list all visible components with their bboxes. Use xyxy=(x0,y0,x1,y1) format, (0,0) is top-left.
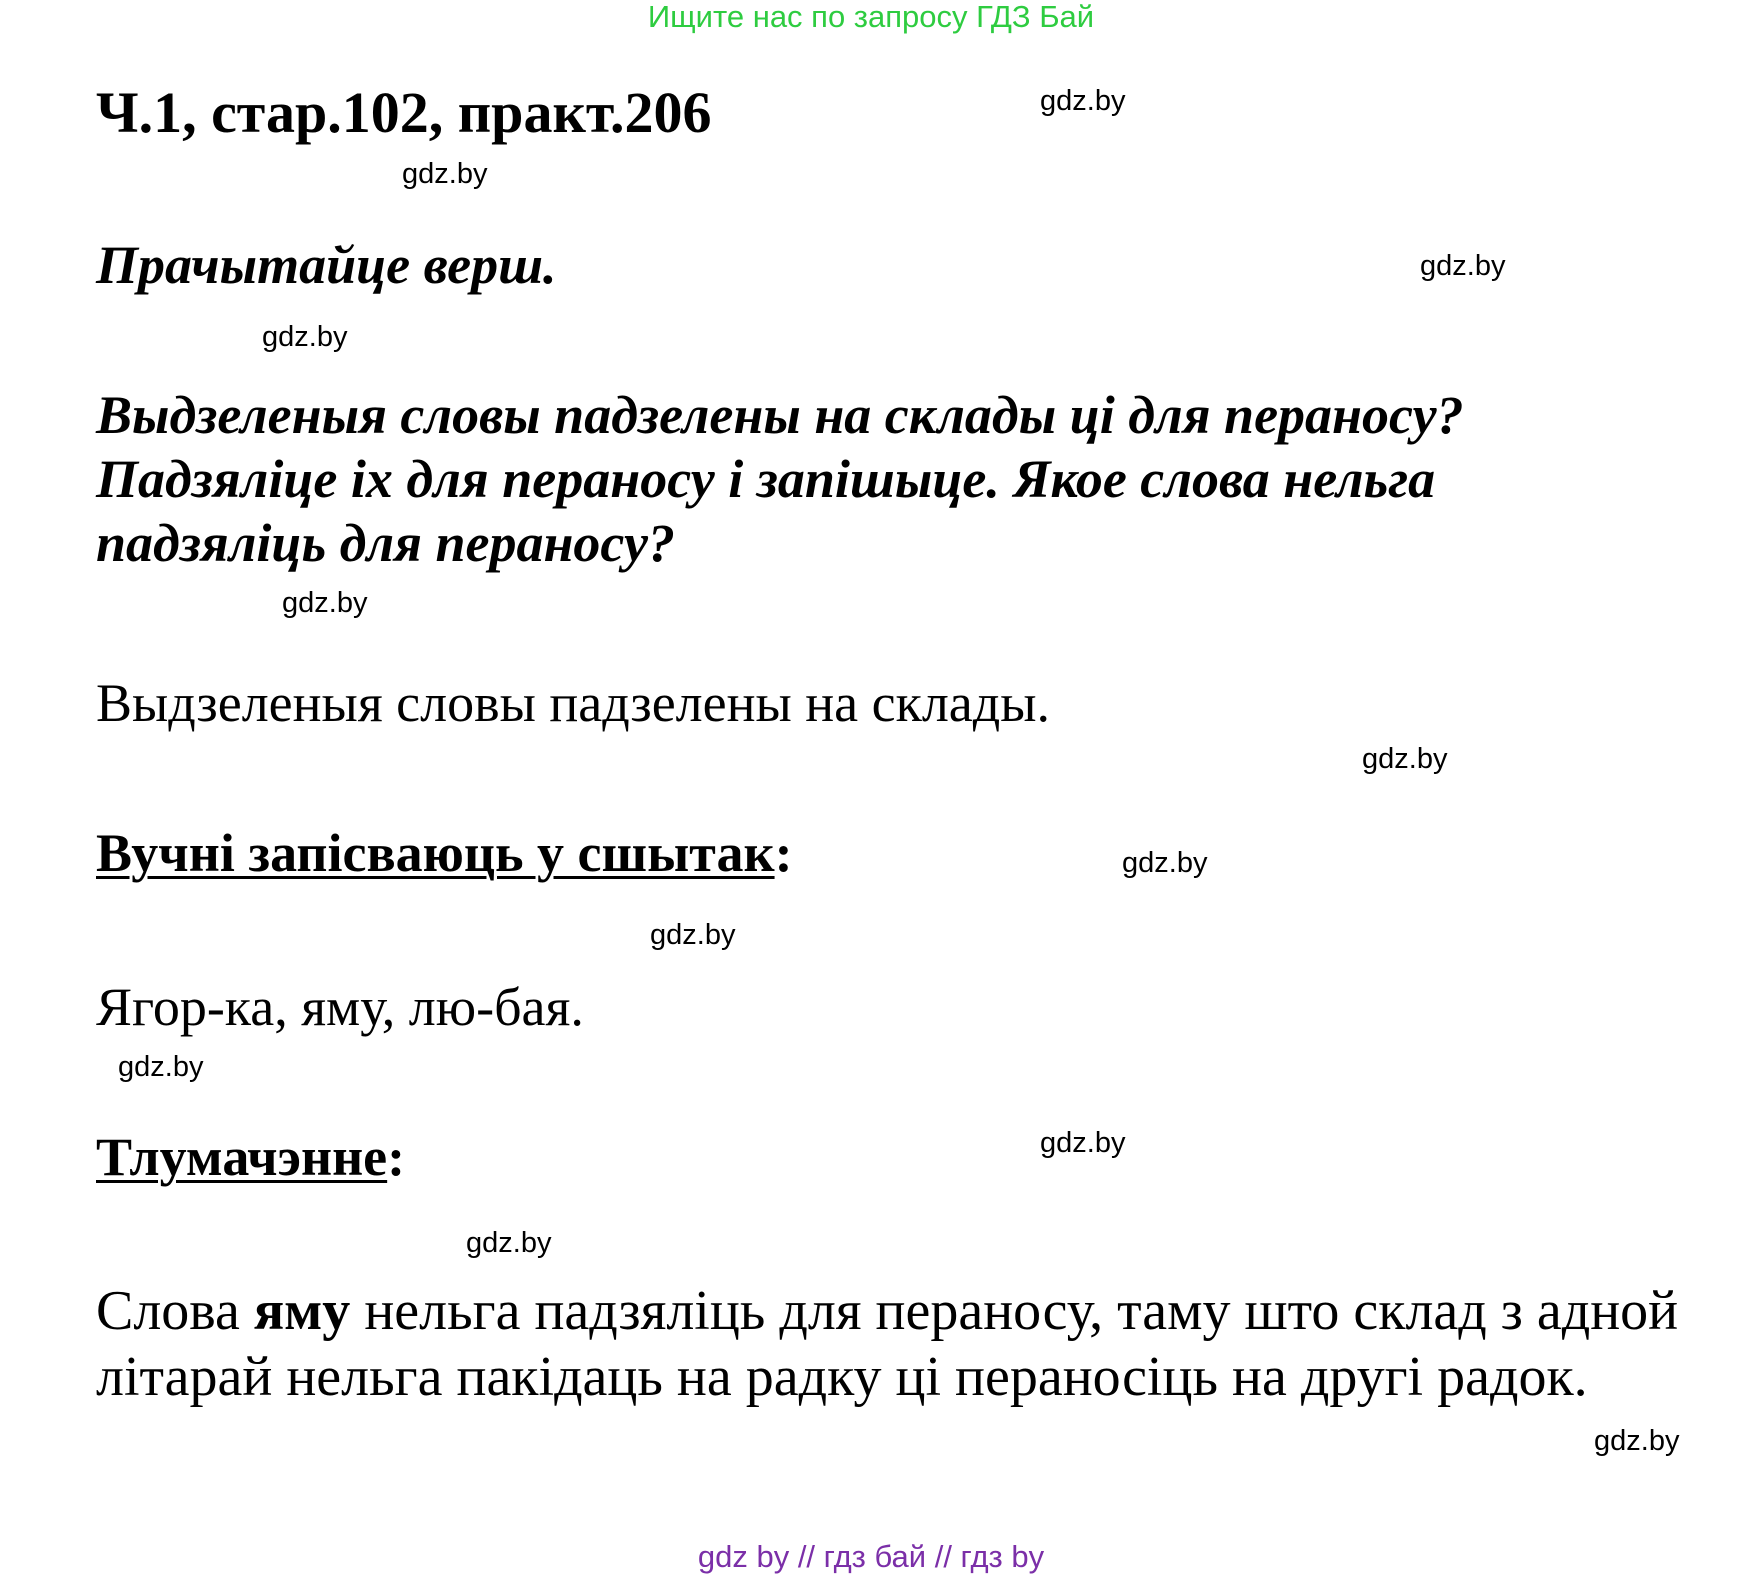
explanation-rest: нельга падзяліць для пераносу, таму што склад з адной літарай нельга пакідаць на радку ці пераносіць на другі радок. xyxy=(96,1280,1679,1408)
watermark: gdz.by xyxy=(1362,743,1448,775)
students-write-heading xyxy=(96,820,793,886)
explanation-prefix: Слова xyxy=(96,1280,254,1342)
task-heading: Прачытайце верш. xyxy=(96,235,557,295)
question-line: Выдзеленыя словы падзелены на склады ці для пераносу? xyxy=(96,385,1464,445)
heading-colon: : xyxy=(774,823,793,883)
watermark: gdz.by xyxy=(118,1051,204,1083)
explanation-heading-text: Тлумачэнне xyxy=(96,1127,388,1187)
explanation-heading xyxy=(96,1124,405,1190)
watermark: gdz.by xyxy=(1420,250,1506,282)
question-line: падзяліць для пераносу? xyxy=(96,513,675,573)
watermark: gdz.by xyxy=(1040,1127,1126,1159)
footer: gdz by // гдз бай // гдз by xyxy=(697,1539,1045,1574)
answer-statement: Выдзеленыя словы падзелены на склады. xyxy=(96,673,1050,733)
explanation-paragraph xyxy=(96,1278,1686,1410)
watermark: gdz.by xyxy=(1122,847,1208,879)
watermark: gdz.by xyxy=(402,158,488,190)
watermark: gdz.by xyxy=(282,587,368,619)
watermark: gdz.by xyxy=(650,919,736,951)
written-words: Ягор-ка, яму, лю-бая. xyxy=(96,977,584,1037)
watermark: gdz.by xyxy=(1594,1425,1680,1457)
question-line: Падзяліце іх для пераносу і запішыце. Якое слова нельга xyxy=(96,449,1436,509)
page-title: Ч.1, стар.102, практ.206 xyxy=(96,80,712,145)
watermark: gdz.by xyxy=(466,1227,552,1259)
students-write-heading-text: Вучні запісваюць у сшытак xyxy=(96,823,775,883)
watermark: gdz.by xyxy=(1040,85,1126,117)
watermark: gdz.by xyxy=(262,321,348,353)
top-banner: Ищите нас по запросу ГДЗ Бай xyxy=(647,0,1095,34)
explanation-bold-word: яму xyxy=(253,1280,351,1342)
heading-colon: : xyxy=(387,1127,406,1187)
